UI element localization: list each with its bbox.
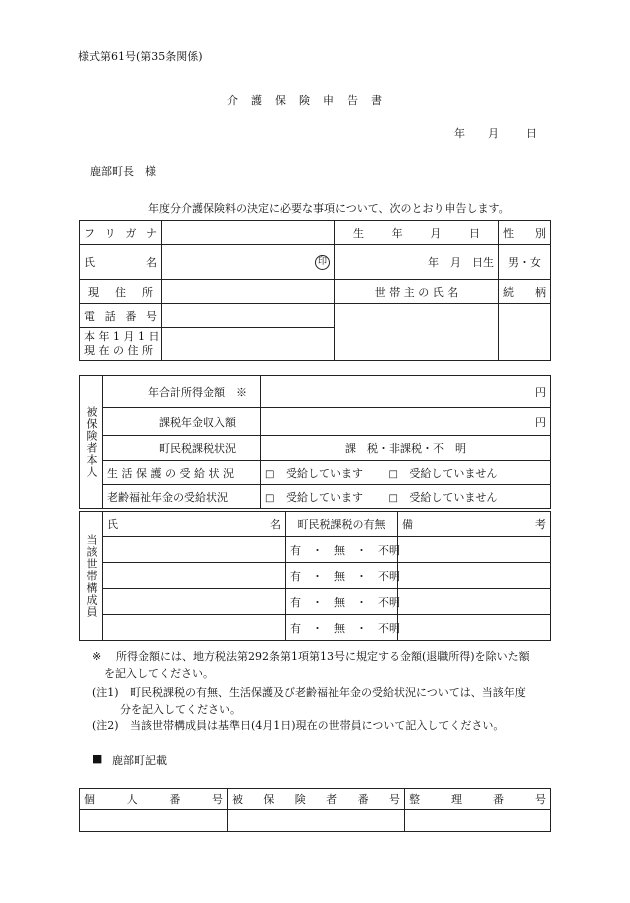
member-name-field[interactable]	[103, 563, 286, 589]
member-remarks-field[interactable]	[398, 589, 551, 615]
member-name-field[interactable]	[103, 589, 286, 615]
head-name-field[interactable]	[335, 304, 499, 361]
note-1-text-b: を記入してください。	[104, 667, 214, 680]
jan1-address-field[interactable]	[162, 328, 335, 361]
address-field[interactable]	[162, 280, 335, 304]
checkbox-not-receiving[interactable]: □	[388, 468, 398, 480]
phone-label: 電 話 番 号	[80, 304, 162, 328]
serial-number-header: 整 理 番 号	[405, 789, 551, 810]
member-remarks-field[interactable]	[398, 537, 551, 563]
members-table	[79, 511, 551, 641]
member-remarks-field[interactable]	[398, 615, 551, 641]
note-3-text: 当該世帯構成員は基準日(4月1日)現在の世帯員について記入してください。	[130, 719, 505, 732]
addressee: 鹿部町長 様	[90, 165, 156, 178]
intro-text: 年度分介護保険料の決定に必要な事項について、次のとおり申告します。	[148, 202, 510, 215]
pension-label: 課税年金収入額	[103, 408, 261, 436]
member-tax-options[interactable]: 有 ・ 無 ・ 不明	[286, 615, 398, 641]
member-tax-options[interactable]: 有 ・ 無 ・ 不明	[286, 589, 398, 615]
elderly-pension-options[interactable]: □ 受給しています □ 受給していません	[261, 485, 551, 509]
head-name-header: 世 帯 主 の 氏 名	[335, 280, 499, 304]
table-row	[80, 589, 551, 615]
sex-field[interactable]: 男・女	[499, 245, 551, 280]
relation-field[interactable]	[499, 304, 551, 361]
day-label: 日	[526, 127, 537, 140]
relation-header: 続 柄	[499, 280, 551, 304]
office-table	[79, 788, 551, 832]
welfare-label: 生 活 保 護 の 受 給 状 況	[103, 461, 261, 485]
address-label: 現 住 所	[80, 280, 162, 304]
year-label: 年	[454, 127, 465, 140]
sex-header: 性 別	[499, 221, 551, 245]
note-2-text-a: 町民税課税の有無、生活保護及び老齢福祉年金の受給状況については、当該年度	[130, 686, 526, 699]
tax-status-options[interactable]: 課 税・非課税・不 明	[261, 436, 551, 461]
member-name-field[interactable]	[103, 615, 286, 641]
note-2-text-b: 分を記入してください。	[120, 703, 241, 716]
note-3-mark: (注2)	[92, 719, 119, 732]
table-row	[80, 563, 551, 589]
member-name-header: 氏 名	[103, 512, 286, 537]
checkbox-receiving[interactable]: □	[265, 492, 275, 504]
insured-number-field[interactable]	[228, 810, 405, 832]
form-id: 様式第61号(第35条関係)	[78, 50, 203, 63]
note-1-text-a: 所得金額には、地方税法第292条第1項第13号に規定する金額(退職所得)を除いた額	[116, 650, 530, 663]
table-row	[80, 615, 551, 641]
furigana-label: フ リ ガ ナ	[80, 221, 162, 245]
yen-unit: 円	[535, 385, 546, 399]
dob-field[interactable]: 年 月 日生	[335, 245, 499, 280]
insured-label: 被保険者本人	[80, 376, 103, 509]
serial-number-field[interactable]	[405, 810, 551, 832]
dob-header: 生 年 月 日	[335, 221, 499, 245]
note-2-mark: (注1)	[92, 686, 119, 699]
page-title: 介 護 保 険 申 告 書	[227, 94, 383, 107]
member-tax-header: 町民税課税の有無	[286, 512, 398, 537]
pension-field[interactable]	[261, 408, 551, 436]
elderly-pension-label: 老齢福祉年金の受給状況	[103, 485, 261, 509]
jan1-address-label: 本 年 1 月 1 日 現 在 の 住 所	[80, 328, 162, 361]
income-field[interactable]	[261, 376, 551, 408]
members-label: 当該世帯構成員	[80, 512, 103, 641]
office-label: 鹿部町記載	[112, 754, 167, 767]
member-remarks-field[interactable]	[398, 563, 551, 589]
tax-status-label: 町民税課税状況	[103, 436, 261, 461]
checkbox-not-receiving[interactable]: □	[388, 492, 398, 504]
furigana-field[interactable]	[162, 221, 335, 245]
note-1-mark: ※	[92, 650, 102, 663]
phone-field[interactable]	[162, 304, 335, 328]
member-remarks-header: 備 考	[398, 512, 551, 537]
month-label: 月	[488, 127, 499, 140]
income-label: 年合計所得金額 ※	[103, 376, 261, 408]
insured-table	[79, 375, 551, 509]
checkbox-receiving[interactable]: □	[265, 468, 275, 480]
name-label: 氏 名	[80, 245, 162, 280]
yen-unit: 円	[535, 415, 546, 429]
member-name-field[interactable]	[103, 537, 286, 563]
seal-mark: 印	[315, 255, 330, 270]
member-tax-options[interactable]: 有 ・ 無 ・ 不明	[286, 563, 398, 589]
welfare-options[interactable]: □ 受給しています □ 受給していません	[261, 461, 551, 485]
member-tax-options[interactable]: 有 ・ 無 ・ 不明	[286, 537, 398, 563]
personal-number-header: 個 人 番 号	[80, 789, 228, 810]
insured-number-header: 被 保 険 者 番 号	[228, 789, 405, 810]
office-marker: ■	[92, 752, 103, 765]
personal-number-field[interactable]	[80, 810, 228, 832]
applicant-table	[79, 220, 551, 361]
table-row	[80, 537, 551, 563]
name-field[interactable]	[162, 245, 335, 280]
